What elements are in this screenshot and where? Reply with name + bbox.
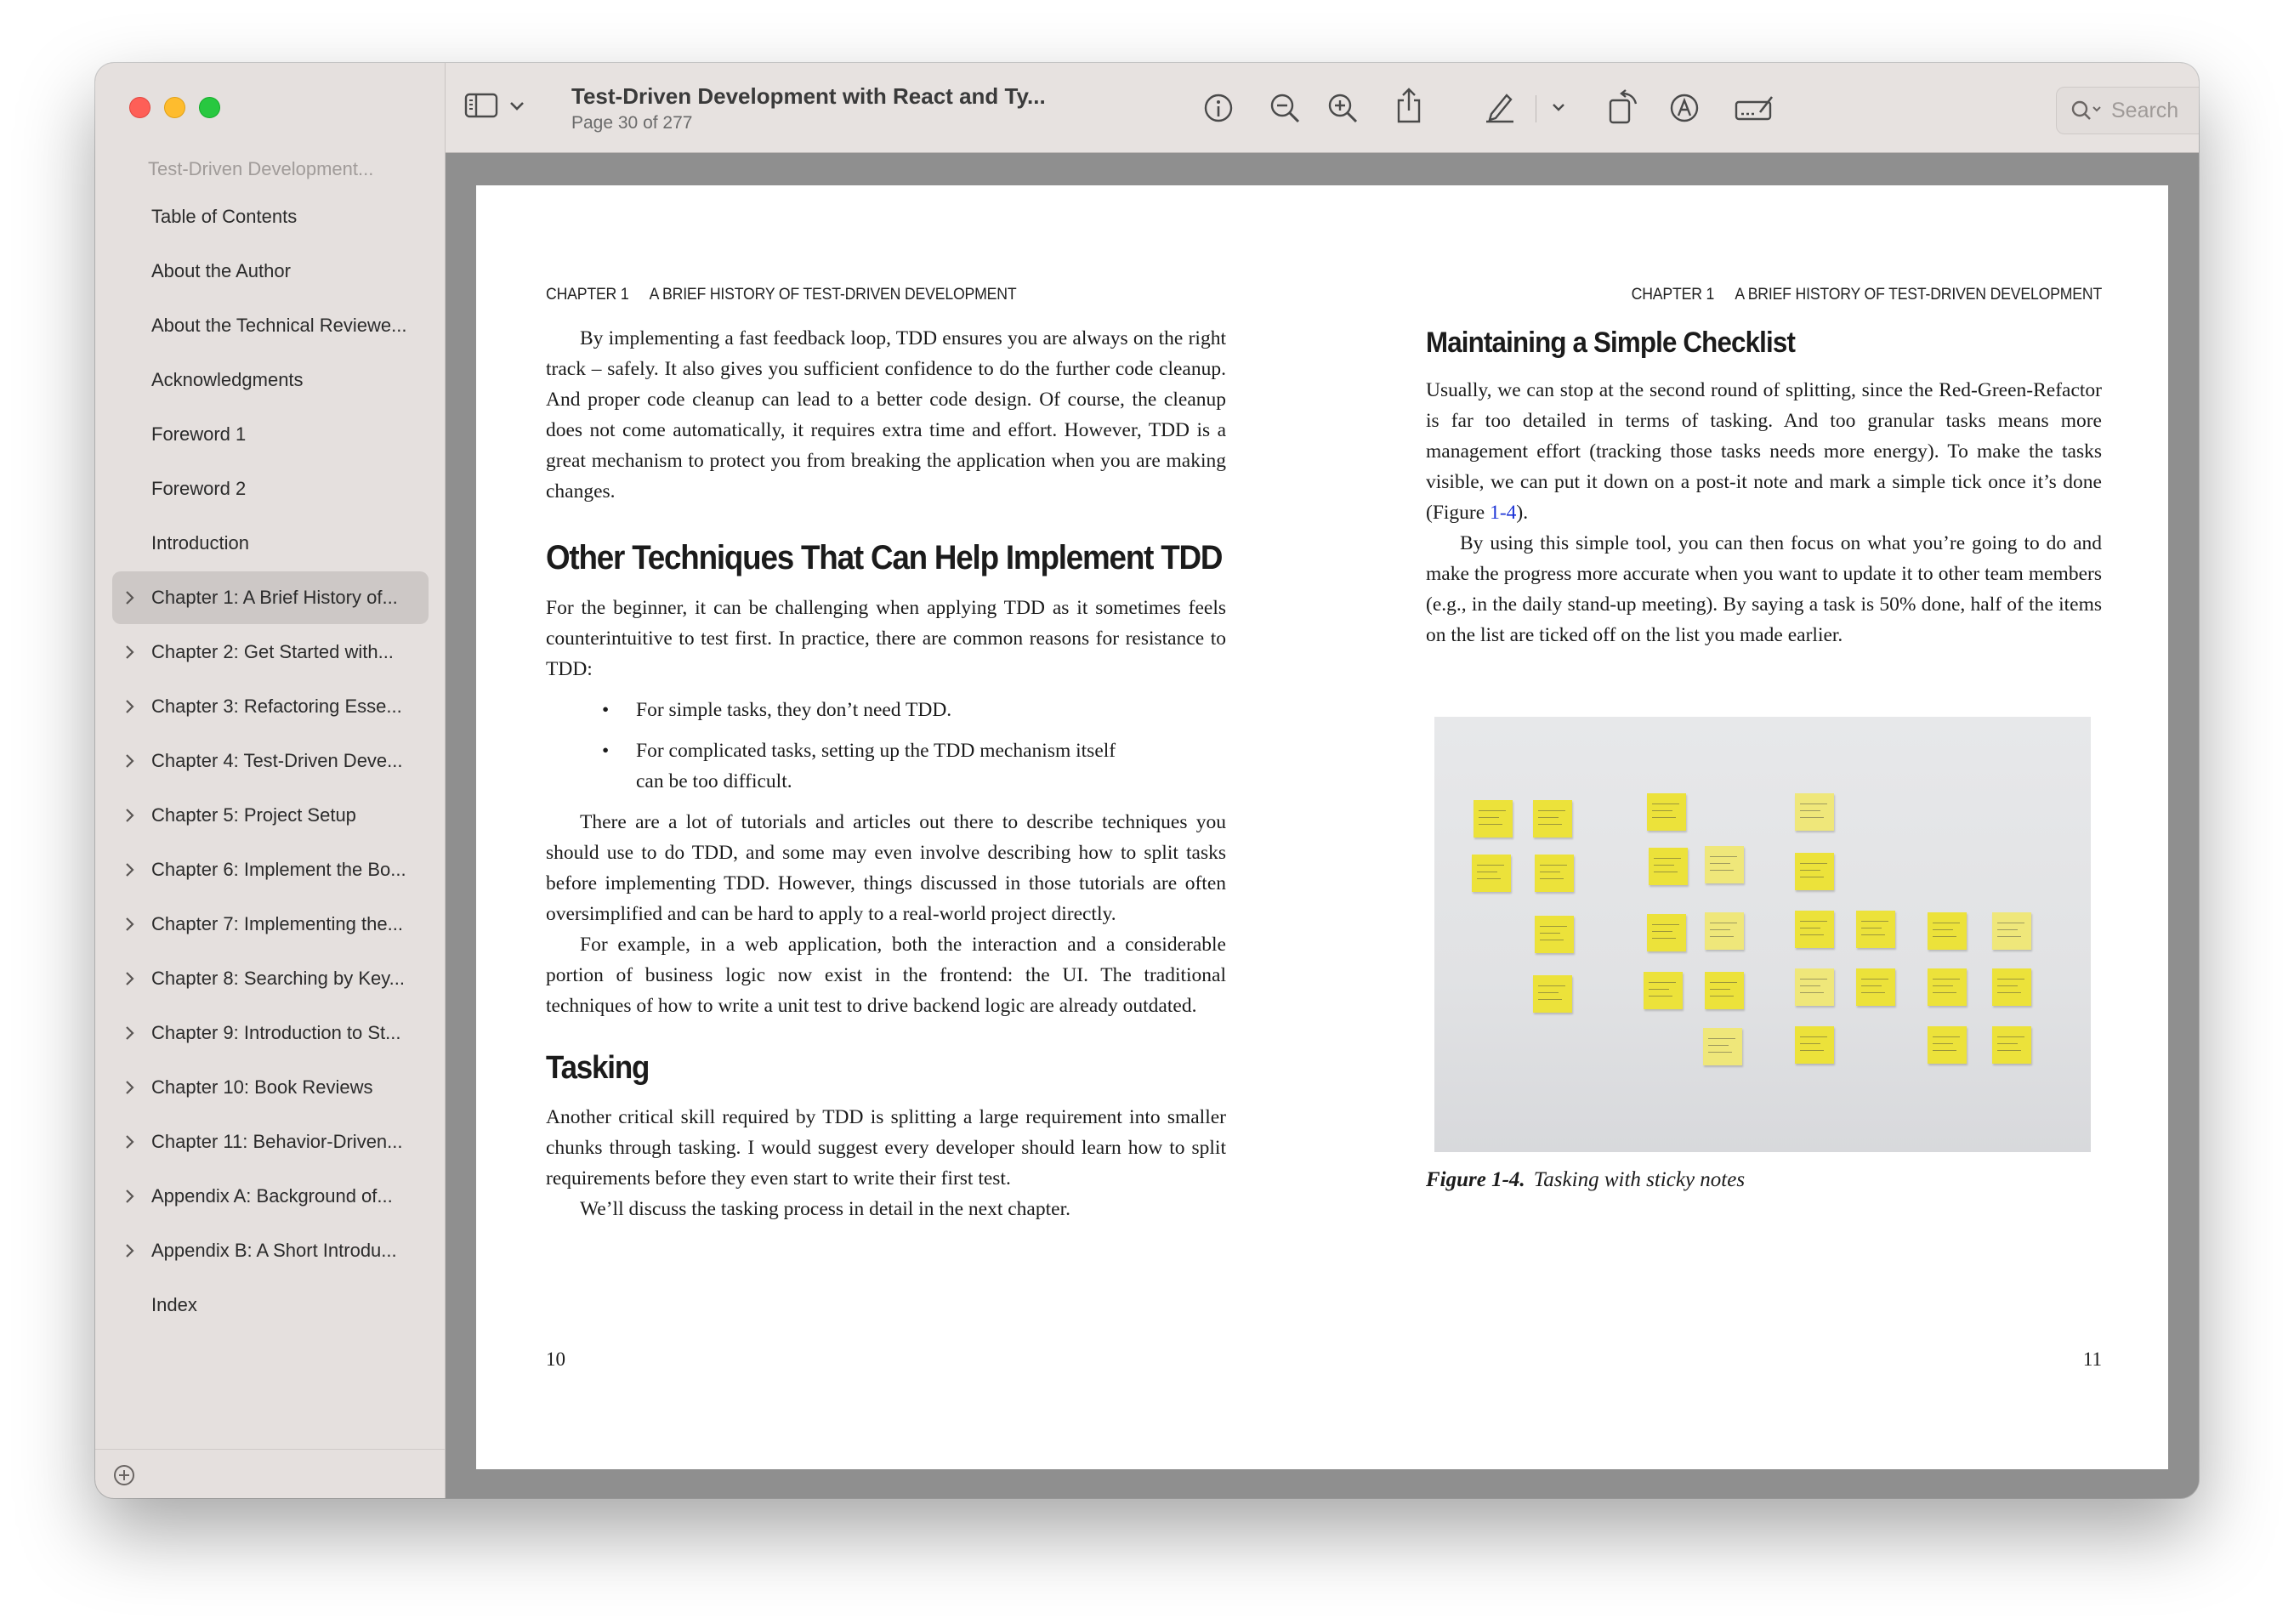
chevron-right-icon[interactable] xyxy=(121,1116,138,1168)
page-number: 11 xyxy=(2082,1349,2102,1370)
section-heading: Other Techniques That Can Help Implement TDD xyxy=(546,539,1223,576)
toolbar xyxy=(446,63,2199,153)
sticky-note xyxy=(1992,1026,2031,1064)
sidebar-toc-label: Introduction xyxy=(151,532,249,554)
page-body xyxy=(546,323,1226,1224)
zoom-out-icon[interactable] xyxy=(1269,92,1301,124)
section-heading: Maintaining a Simple Checklist xyxy=(1426,327,1796,359)
figure-caption xyxy=(1426,1168,1745,1192)
sidebar-toc-label: Chapter 5: Project Setup xyxy=(151,804,356,826)
chevron-right-icon[interactable] xyxy=(121,626,138,679)
sidebar-toc-label: Chapter 7: Implementing the... xyxy=(151,913,403,934)
sidebar-toc-item[interactable] xyxy=(112,952,429,1005)
sidebar-toc-label: Chapter 3: Refactoring Esse... xyxy=(151,696,402,717)
sticky-note xyxy=(1533,800,1572,838)
paragraph-text: Usually, we can stop at the second round of splitting, since the Red-Green-Refactor is far too detailed in terms of tasking. And too granular tasks means more management effort (tracking those tasks needs more energy). To make the tasks visible, we can put it down on a post-it note and mark a simple tick once it’s done (Figure xyxy=(1426,379,2102,524)
running-head-chapter: CHAPTER 1 xyxy=(546,286,629,304)
chevron-right-icon[interactable] xyxy=(121,1007,138,1059)
list-item: • For complicated tasks, setting up the TDD mechanism itself can be too difficult. xyxy=(602,735,1226,797)
sidebar xyxy=(95,63,446,1498)
sidebar-toc-label: Table of Contents xyxy=(151,206,298,227)
list-item: • For simple tasks, they don’t need TDD. xyxy=(602,695,1226,725)
sidebar-toc-item[interactable] xyxy=(112,1116,429,1168)
sticky-note xyxy=(1928,912,1967,950)
sticky-note xyxy=(1705,912,1744,950)
search-input[interactable] xyxy=(2111,96,2199,125)
sidebar-toc-label: Foreword 1 xyxy=(151,423,247,445)
paragraph: Another critical skill required by TDD is splitting a large requirement into smaller chunks through tasking. I would suggest every developer should learn how to split requirements before they even start to write their first test. xyxy=(546,1106,1226,1190)
sidebar-toc-item[interactable] xyxy=(112,789,429,842)
sidebar-toc-item[interactable] xyxy=(112,1007,429,1059)
paragraph: For example, in a web application, both the interaction and a considerable portion of business logic now exist in the frontend: the UI. The traditional techniques of how to write a unit test to drive backend logic are already outdated. xyxy=(546,934,1226,1017)
sidebar-toc-item[interactable] xyxy=(112,299,429,352)
preview-window xyxy=(95,63,2199,1498)
bullet-list xyxy=(546,695,1226,797)
sidebar-toc-label: Chapter 10: Book Reviews xyxy=(151,1076,373,1098)
markup-icon[interactable] xyxy=(1668,92,1701,124)
sticky-note xyxy=(1703,1028,1742,1065)
zoom-window-button[interactable] xyxy=(199,97,220,118)
sidebar-toc-item[interactable] xyxy=(112,517,429,570)
page-body xyxy=(1426,327,2102,650)
page-right xyxy=(1426,185,2102,1469)
minimize-window-button[interactable] xyxy=(164,97,185,118)
sidebar-toc-label: Chapter 11: Behavior-Driven... xyxy=(151,1131,403,1152)
figure-label: Figure 1-4. xyxy=(1426,1168,1525,1191)
sidebar-toc-item[interactable] xyxy=(112,1224,429,1277)
sidebar-toc-item[interactable] xyxy=(112,626,429,679)
sticky-note xyxy=(1856,968,1895,1006)
sidebar-toc-item[interactable] xyxy=(112,843,429,896)
page-indicator: Page 30 of 277 xyxy=(571,113,693,133)
sidebar-toc-label: Index xyxy=(151,1294,197,1315)
sidebar-toc-item[interactable] xyxy=(112,1170,429,1223)
sticky-notes-photo xyxy=(1434,717,2091,1152)
chevron-right-icon[interactable] xyxy=(121,789,138,842)
zoom-in-icon[interactable] xyxy=(1326,92,1359,124)
highlight-pen-icon[interactable] xyxy=(1483,90,1517,124)
document-title-block[interactable] xyxy=(571,83,1090,133)
running-head xyxy=(1632,286,2102,304)
page-spread xyxy=(476,185,2168,1469)
share-icon[interactable] xyxy=(1394,87,1423,124)
sticky-note xyxy=(1649,848,1688,885)
paragraph: By using this simple tool, you can then focus on what you’re going to do and make the progress more accurate when you want to update it to other team members (e.g., in the daily stand-up meeting). By saying a task is 50% done, half of the items on the list are ticked off on the list you made earlier. xyxy=(1426,532,2102,646)
sidebar-toc-item[interactable] xyxy=(112,1061,429,1114)
close-window-button[interactable] xyxy=(129,97,150,118)
sidebar-toc-label: About the Author xyxy=(151,260,291,281)
paragraph-text: ). xyxy=(1516,502,1529,524)
sticky-note xyxy=(1473,800,1513,838)
sidebar-toc-label: Chapter 4: Test-Driven Deve... xyxy=(151,750,403,771)
sidebar-toc-item[interactable] xyxy=(112,680,429,733)
sticky-note xyxy=(1928,1026,1967,1064)
section-heading: Tasking xyxy=(546,1050,650,1086)
sticky-note xyxy=(1795,911,1834,948)
sidebar-toc-item[interactable] xyxy=(112,245,429,298)
add-circle-icon[interactable] xyxy=(112,1463,136,1487)
sidebar-toc-item[interactable] xyxy=(112,408,429,461)
sticky-note xyxy=(1472,855,1511,892)
info-icon[interactable] xyxy=(1202,92,1235,124)
search-field[interactable] xyxy=(2056,87,2199,134)
sidebar-toc-label: Chapter 9: Introduction to St... xyxy=(151,1022,401,1043)
sidebar-toc-label: About the Technical Reviewe... xyxy=(151,315,407,336)
chevron-right-icon[interactable] xyxy=(121,735,138,787)
sidebar-toc-label: Foreword 2 xyxy=(151,478,247,499)
chevron-right-icon[interactable] xyxy=(121,952,138,1005)
sidebar-toc-label: Chapter 2: Get Started with... xyxy=(151,641,394,662)
sticky-note xyxy=(1856,911,1895,948)
paragraph: There are a lot of tutorials and articles out there to describe techniques you should use to do TDD, and some may even involve describing how to split tasks before implementing TDD. However, things discussed in those tutorials are often oversimplified and can be hard to apply to a real-world project directly. xyxy=(546,811,1226,925)
rotate-icon[interactable] xyxy=(1607,88,1641,126)
sticky-note xyxy=(1992,912,2031,950)
sticky-note xyxy=(1647,793,1686,831)
sidebar-toc-label: Appendix A: Background of... xyxy=(151,1185,393,1207)
sidebar-toc-label: Appendix B: A Short Introdu... xyxy=(151,1240,397,1261)
sticky-note xyxy=(1795,968,1834,1006)
chevron-right-icon[interactable] xyxy=(121,571,138,624)
chevron-right-icon[interactable] xyxy=(121,1061,138,1114)
sidebar-toc-item[interactable] xyxy=(112,571,429,624)
sidebar-toc-item[interactable] xyxy=(112,1279,429,1332)
figure-caption-text: Tasking with sticky notes xyxy=(1533,1168,1746,1191)
highlight-options-chevron-icon[interactable] xyxy=(1551,102,1566,112)
sticky-note xyxy=(1928,968,1967,1006)
page-number: 10 xyxy=(546,1349,565,1370)
chevron-right-icon[interactable] xyxy=(121,898,138,951)
sidebar-document-title[interactable]: Test-Driven Development... xyxy=(148,158,374,179)
sidebar-toc-item[interactable] xyxy=(112,735,429,787)
chevron-right-icon[interactable] xyxy=(121,1224,138,1277)
paragraph: We’ll discuss the tasking process in detail in the next chapter. xyxy=(580,1198,1070,1220)
sticky-note xyxy=(1705,846,1744,883)
paragraph: By implementing a fast feedback loop, TDD ensures you are always on the right track – safely. It also gives you sufficient confidence to do the further code cleanup. And proper code cleanup can lead to a better code design. Of course, the cleanup does not come automatically, it requires extra time and effort. However, TDD is a great mechanism to protect you from breaking the application when you are making changes. xyxy=(546,327,1226,503)
chevron-right-icon[interactable] xyxy=(121,680,138,733)
sidebar-toc-item[interactable] xyxy=(112,463,429,515)
sticky-note xyxy=(1533,975,1572,1013)
sidebar-toggle-icon[interactable] xyxy=(464,92,498,119)
sidebar-toc-item[interactable] xyxy=(112,190,429,243)
page-left xyxy=(546,185,1226,1469)
chevron-down-icon[interactable] xyxy=(508,100,525,112)
sticky-note xyxy=(1647,914,1686,951)
running-head-title: A BRIEF HISTORY OF TEST-DRIVEN DEVELOPMENT xyxy=(649,286,1017,304)
sidebar-toc-item[interactable] xyxy=(112,354,429,406)
chevron-right-icon[interactable] xyxy=(121,843,138,896)
sidebar-toc-label: Chapter 1: A Brief History of... xyxy=(151,587,398,608)
search-icon xyxy=(2070,99,2104,126)
chevron-right-icon[interactable] xyxy=(121,1170,138,1223)
sticky-note xyxy=(1795,793,1834,831)
paragraph: For the beginner, it can be challenging when applying TDD as it sometimes feels counterintuitive to test first. In practice, there are common reasons for resistance to TDD: xyxy=(546,597,1226,680)
running-head-title: A BRIEF HISTORY OF TEST-DRIVEN DEVELOPMENT xyxy=(1735,286,2102,304)
window-controls xyxy=(129,97,220,118)
figure-link[interactable]: 1-4 xyxy=(1490,502,1517,524)
sticky-note xyxy=(1992,968,2031,1006)
document-title: Test-Driven Development with React and Ty... xyxy=(571,83,1046,109)
sticky-note xyxy=(1795,1026,1834,1064)
running-head xyxy=(546,286,1016,304)
sticky-note xyxy=(1535,916,1574,953)
sticky-note xyxy=(1795,853,1834,890)
sticky-note xyxy=(1535,855,1574,892)
form-fill-icon[interactable] xyxy=(1735,94,1775,122)
sidebar-toc-label: Chapter 6: Implement the Bo... xyxy=(151,859,406,880)
paragraph xyxy=(1426,375,2102,528)
sidebar-toc-label: Chapter 8: Searching by Key... xyxy=(151,968,405,989)
sticky-note xyxy=(1705,972,1744,1009)
running-head-chapter: CHAPTER 1 xyxy=(1631,286,1715,304)
sidebar-footer xyxy=(95,1449,445,1498)
sidebar-toc-label: Acknowledgments xyxy=(151,369,304,390)
sidebar-toc-item[interactable] xyxy=(112,898,429,951)
sticky-note xyxy=(1644,972,1683,1009)
table-of-contents xyxy=(112,190,429,1333)
document-canvas[interactable] xyxy=(446,153,2199,1498)
